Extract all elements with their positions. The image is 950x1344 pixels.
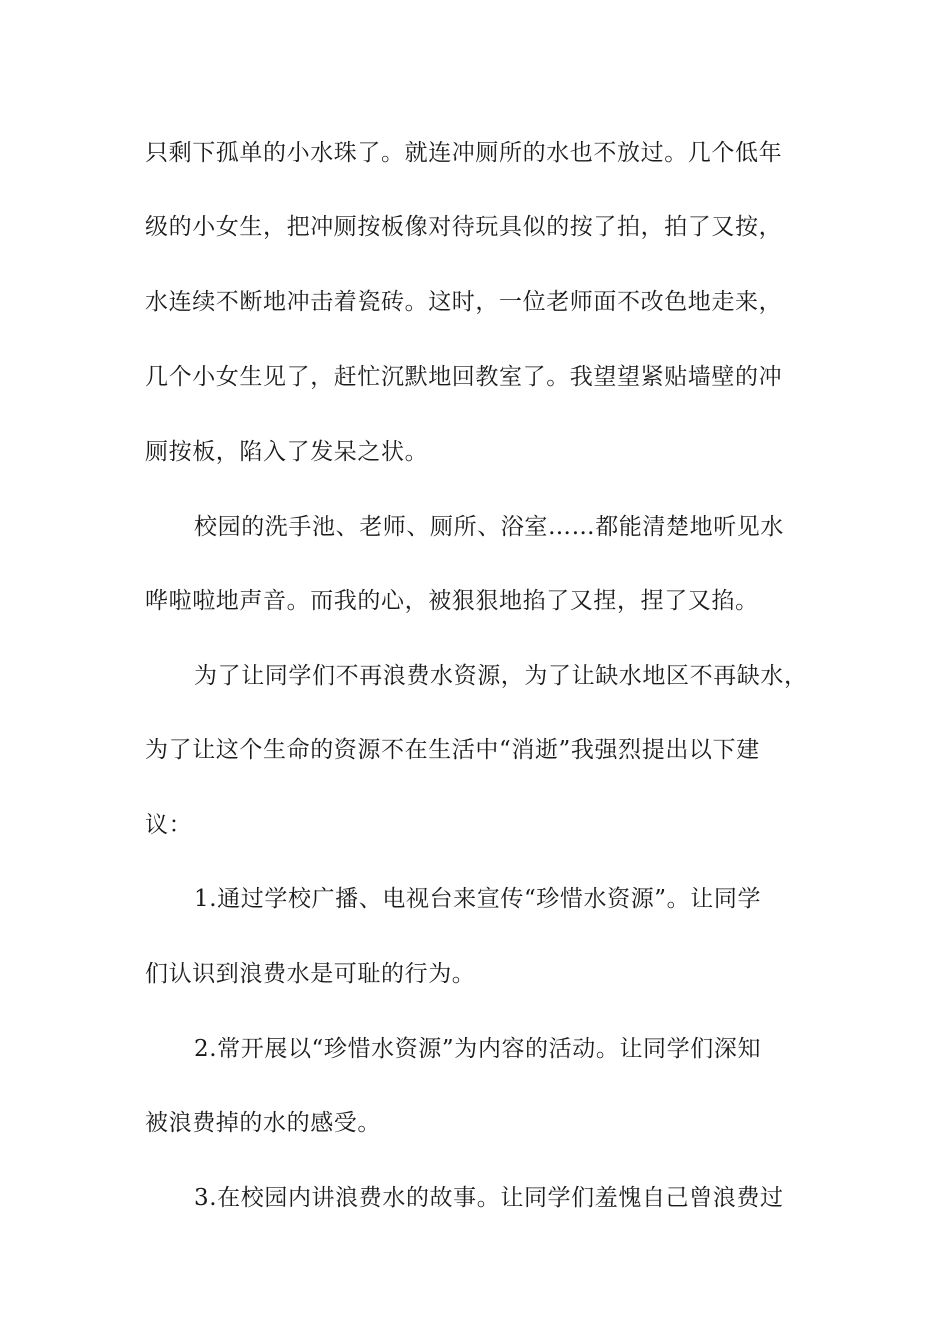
text-line-9: 为了让这个生命的资源不在生活中“消逝”我强烈提出以下建 [145, 737, 760, 763]
text-line-7: 哗啦啦地声音。而我的心，被狠狠地掐了又捏，捏了又掐。 [145, 588, 759, 614]
text-line-1: 只剩下孤单的小水珠了。就连冲厕所的水也不放过。几个低年 [145, 140, 783, 166]
text-line-12: 们认识到浪费水是可耻的行为。 [145, 961, 476, 987]
text-line-13: 2.常开展以“珍惜水资源”为内容的活动。让同学们深知 [194, 1036, 762, 1062]
text-line-11: 1.通过学校广播、电视台来宣传“珍惜水资源”。让同学 [194, 886, 762, 912]
text-line-4: 几个小女生见了，赶忙沉默地回教室了。我望望紧贴墙壁的冲 [145, 364, 783, 390]
text-line-15: 3.在校园内讲浪费水的故事。让同学们羞愧自己曾浪费过 [194, 1185, 784, 1211]
text-line-3: 水连续不断地冲击着瓷砖。这时，一位老师面不改色地走来， [145, 289, 783, 315]
text-line-5: 厕按板，陷入了发呆之状。 [145, 439, 429, 465]
text-line-8: 为了让同学们不再浪费水资源，为了让缺水地区不再缺水， [194, 663, 808, 689]
text-line-14: 被浪费掉的水的感受。 [145, 1110, 381, 1136]
text-line-10: 议： [145, 812, 193, 838]
text-line-2: 级的小女生，把冲厕按板像对待玩具似的按了拍，拍了又按， [145, 214, 783, 240]
text-line-6: 校园的洗手池、老师、厕所、浴室……都能清楚地听见水 [194, 514, 784, 540]
